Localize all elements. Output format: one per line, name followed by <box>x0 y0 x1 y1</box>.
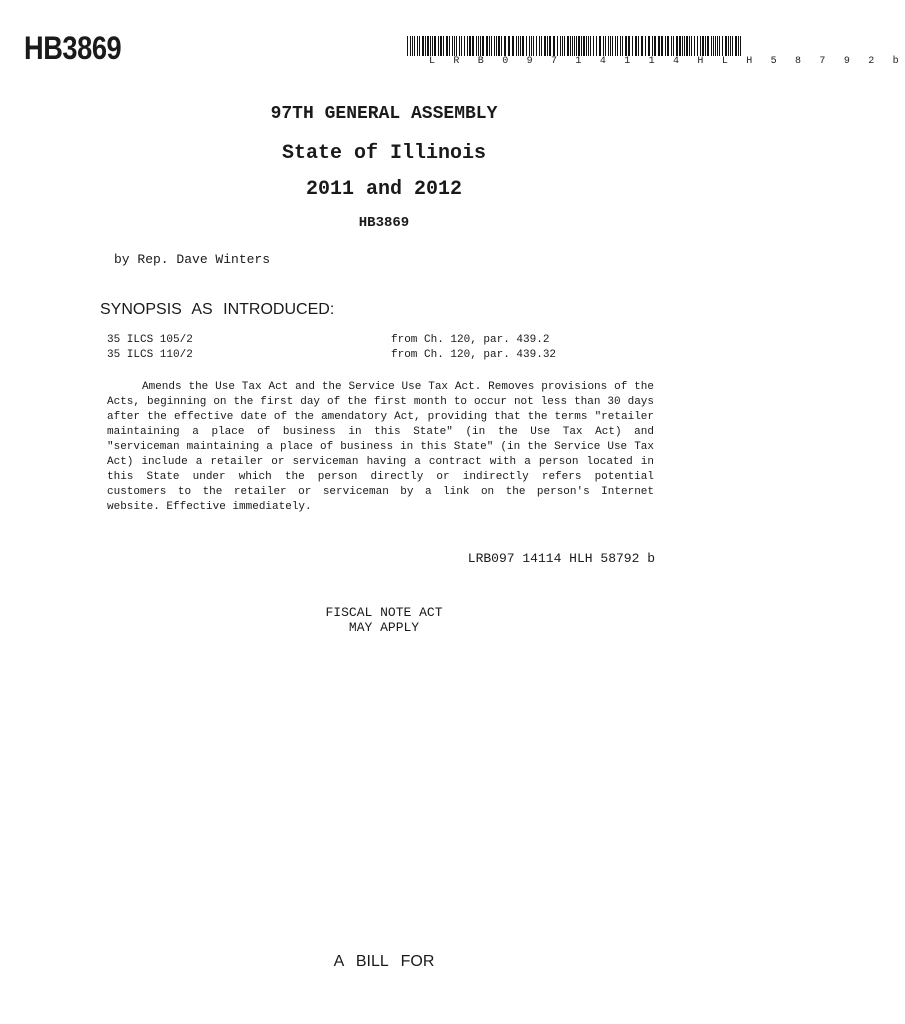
sponsor-line: by Rep. Dave Winters <box>114 252 271 267</box>
bill-id-header: HB3869 <box>24 30 122 66</box>
synopsis-heading: SYNOPSIS AS INTRODUCED: <box>100 301 335 318</box>
a-bill-for: A BILL FOR <box>333 953 435 970</box>
citation-from: from Ch. 120, par. 439.2 <box>391 334 550 346</box>
citation-from: from Ch. 120, par. 439.32 <box>391 349 557 361</box>
barcode-text: L R B 0 9 7 1 4 1 1 4 H L H 5 8 7 9 2 b <box>429 56 905 67</box>
fiscal-note-line1: FISCAL NOTE ACT <box>325 605 443 620</box>
citation-cite: 35 ILCS 105/2 <box>107 334 193 346</box>
citation-row <box>107 334 550 346</box>
lrb-code: LRB097 14114 HLH 58792 b <box>467 551 655 566</box>
state-title: State of Illinois <box>281 142 487 165</box>
synopsis-summary: Amends the Use Tax Act and the Service Use Tax Act. Removes provisions of the Acts, beginning on the first day of the first month to occur not less than 30 days after the effective date of the amendatory Act, providing that the terms "retailer maintaining a place of business in this State" (in the Use Tax Act) and "serviceman maintaining a place of business in this State" (in the Service Use Tax Act) include a retailer or serviceman having a contract with a person located in this State under which the person directly or indirectly refers potential customers to the retailer or serviceman by a link on the person's Internet website. Effective immediately. <box>107 381 654 513</box>
citation-cite: 35 ILCS 110/2 <box>107 349 193 361</box>
barcode-graphic <box>407 36 741 56</box>
citation-row <box>107 349 557 361</box>
bill-number: HB3869 <box>358 215 410 231</box>
barcode <box>407 36 905 67</box>
fiscal-note-line2: MAY APPLY <box>348 620 420 635</box>
session-years: 2011 and 2012 <box>305 178 463 201</box>
fiscal-note <box>0 605 768 635</box>
assembly-title: 97TH GENERAL ASSEMBLY <box>270 104 498 124</box>
